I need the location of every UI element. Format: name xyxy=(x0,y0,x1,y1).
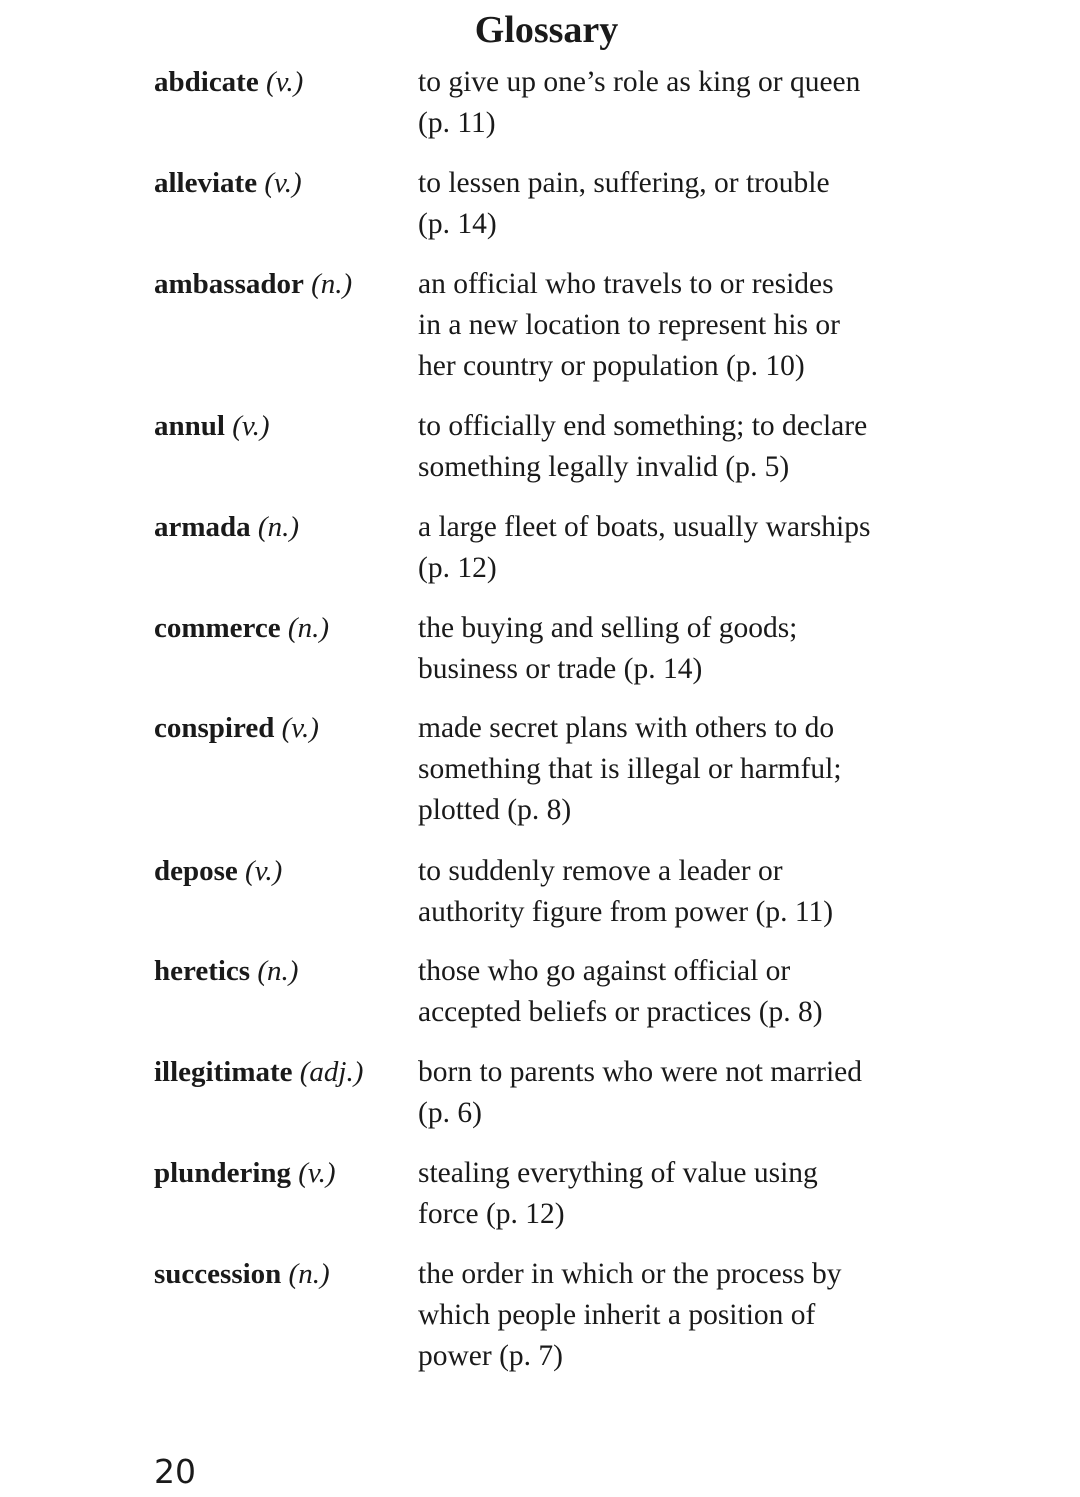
part-of-speech: (n.) xyxy=(288,1258,330,1290)
part-of-speech: (n.) xyxy=(257,511,299,543)
glossary-term xyxy=(154,1153,336,1194)
term-word: depose xyxy=(154,855,238,887)
term-word: armada xyxy=(154,511,251,543)
part-of-speech: (v.) xyxy=(298,1157,336,1189)
definition-line: to lessen pain, suffering, or trouble xyxy=(418,167,830,199)
definition-line: power (p. 7) xyxy=(418,1340,563,1372)
definition-line: accepted beliefs or practices (p. 8) xyxy=(418,996,823,1028)
definition-line: something that is illegal or harmful; xyxy=(418,753,842,785)
definition xyxy=(418,264,938,387)
definition-line: (p. 14) xyxy=(418,208,497,240)
definition-line: her country or population (p. 10) xyxy=(418,350,805,382)
definition xyxy=(418,163,938,245)
part-of-speech: (n.) xyxy=(311,268,353,300)
definition-line: plotted (p. 8) xyxy=(418,794,572,826)
definition-line: to suddenly remove a leader or xyxy=(418,855,783,887)
part-of-speech: (v.) xyxy=(265,66,304,98)
glossary-term xyxy=(154,851,282,892)
definition-line: business or trade (p. 14) xyxy=(418,653,703,685)
definition-line: the buying and selling of goods; xyxy=(418,612,798,644)
definition-line: a large fleet of boats, usually warships xyxy=(418,511,871,543)
glossary-term xyxy=(154,507,299,548)
definition-line: an official who travels to or resides xyxy=(418,268,834,300)
definition-line: (p. 6) xyxy=(418,1097,482,1129)
definition-line: (p. 12) xyxy=(418,552,497,584)
definition-line: born to parents who were not married xyxy=(418,1056,862,1088)
definition-line: made secret plans with others to do xyxy=(418,712,835,744)
glossary-term xyxy=(154,1052,363,1093)
term-word: conspired xyxy=(154,712,275,744)
term-word: succession xyxy=(154,1258,282,1290)
definition-line: (p. 11) xyxy=(418,107,496,139)
glossary-term xyxy=(154,406,270,447)
definition xyxy=(418,1052,938,1134)
term-word: abdicate xyxy=(154,66,259,98)
definition xyxy=(418,851,938,933)
part-of-speech: (v.) xyxy=(245,855,283,887)
glossary-term xyxy=(154,951,298,992)
part-of-speech: (v.) xyxy=(232,410,270,442)
definition xyxy=(418,1254,938,1377)
definition xyxy=(418,1153,938,1235)
part-of-speech: (n.) xyxy=(287,612,329,644)
glossary-term xyxy=(154,264,352,305)
part-of-speech: (v.) xyxy=(281,712,319,744)
glossary-term xyxy=(154,1254,330,1295)
definition-line: in a new location to represent his or xyxy=(418,309,840,341)
term-word: illegitimate xyxy=(154,1056,293,1088)
definition-line: those who go against official or xyxy=(418,955,791,987)
part-of-speech: (n.) xyxy=(257,955,299,987)
term-word: annul xyxy=(154,410,225,442)
definition-line: force (p. 12) xyxy=(418,1198,565,1230)
definition xyxy=(418,708,938,831)
term-word: plundering xyxy=(154,1157,291,1189)
definition xyxy=(418,951,938,1033)
definition-line: to officially end something; to declare xyxy=(418,410,868,442)
page-title: Glossary xyxy=(474,9,619,51)
part-of-speech: (adj.) xyxy=(299,1056,364,1088)
definition xyxy=(418,406,938,488)
page-number: 20 xyxy=(154,1452,196,1491)
definition xyxy=(418,507,938,589)
term-word: ambassador xyxy=(154,268,304,300)
definition-line: the order in which or the process by xyxy=(418,1258,842,1290)
glossary-term xyxy=(154,708,319,749)
term-word: commerce xyxy=(154,612,281,644)
definition-line: authority figure from power (p. 11) xyxy=(418,896,834,928)
definition xyxy=(418,62,938,144)
definition xyxy=(418,608,938,690)
glossary-term xyxy=(154,163,302,204)
definition-line: to give up one’s role as king or queen xyxy=(418,66,861,98)
glossary-term xyxy=(154,608,329,649)
definition-line: stealing everything of value using xyxy=(418,1157,818,1189)
glossary-term xyxy=(154,62,303,103)
definition-line: which people inherit a position of xyxy=(418,1299,816,1331)
term-word: heretics xyxy=(154,955,251,987)
term-word: alleviate xyxy=(154,167,258,199)
definition-line: something legally invalid (p. 5) xyxy=(418,451,790,483)
part-of-speech: (v.) xyxy=(264,167,302,199)
